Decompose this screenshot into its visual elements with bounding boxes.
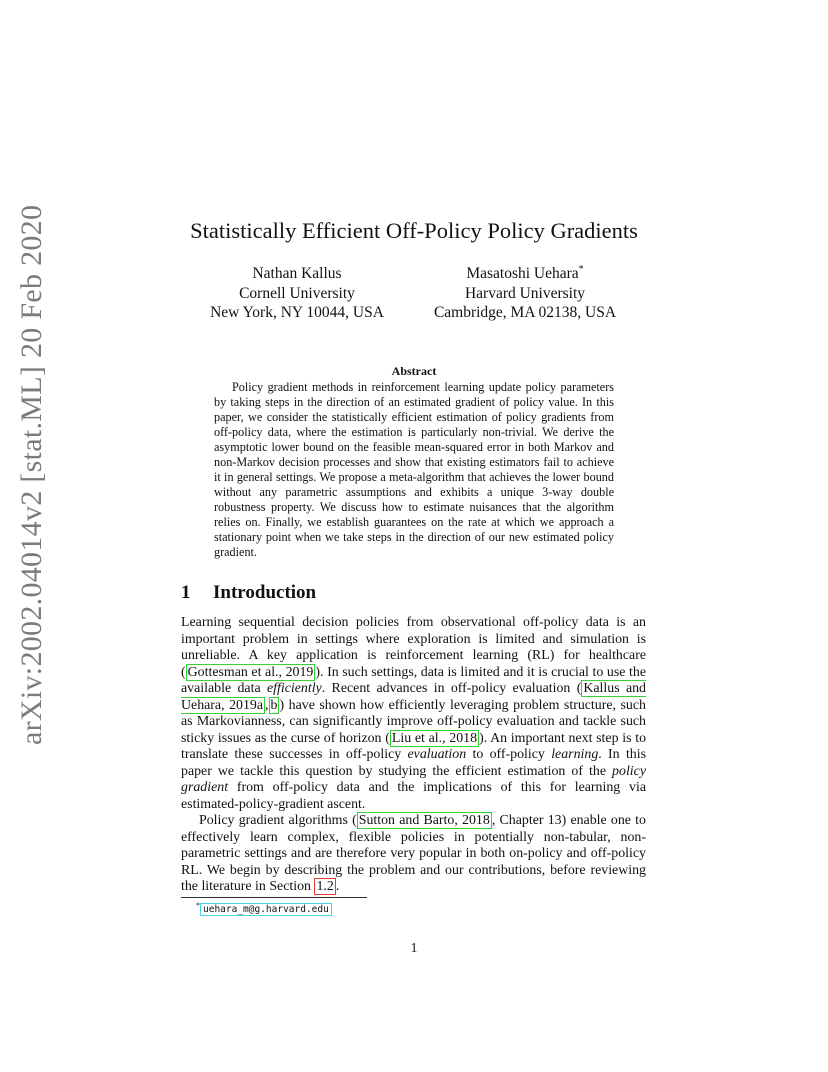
email-link[interactable]: uehara_m@g.harvard.edu [200, 903, 332, 916]
author-affiliation: Harvard University [464, 284, 586, 302]
emphasis: efficiently [266, 681, 322, 696]
section-heading [181, 582, 316, 604]
author-kallus [197, 264, 397, 323]
author-location: Cambridge, MA 02138, USA [433, 304, 617, 321]
section-title: Introduction [213, 582, 317, 603]
footnote-mark-link[interactable]: * [578, 263, 584, 275]
footnote-divider [181, 897, 367, 898]
footnote [196, 901, 332, 915]
footnote-mark: * [196, 901, 200, 910]
author-uehara [420, 264, 630, 323]
paragraph: Learning sequential decision policies from observational off-policy data is an important problem in settings where exploration is limited and simulation is unreliable. A key application is reinforcement learning (RL) for healthcare ( Gottesman et al., 2019 ). In such settings, data is limited and it is crucial to use the available data efficiently. Recent advances in off-policy evaluation ( Kallus and Uehara, 2019a , b ) have shown how efficiently leveraging problem structure, such as Markovianness, can significantly improve off-policy evaluation and tackle such sticky issues as the curse of horizon ( Liu et al., 2018 ). An important next step is to translate these successes in off-policy evaluation to off-policy learning. In this paper we tackle this question by studying the efficient estimation of the policy gradient from off-policy data and the implications of this for learning via estimated-policy-gradient ascent. [181, 615, 647, 812]
author-location: New York, NY 10044, USA [210, 304, 384, 321]
citation-link[interactable]: Liu et al., 2018 [391, 730, 478, 746]
emphasis: policy gradient [181, 763, 646, 795]
introduction-body [181, 615, 646, 896]
paper-title: Statistically Efficient Off-Policy Policy Gradients [190, 218, 638, 243]
emphasis: learning [551, 747, 599, 762]
author-name: Masatoshi Uehara [466, 265, 579, 282]
citation-link[interactable]: Gottesman et al., 2019 [187, 664, 314, 680]
abstract-text: Policy gradient methods in reinforcement learning update policy parameters by taking steps in the direction of an estimated gradient of policy value. In this paper, we consider the statistically efficient estimation of policy gradients from off-policy data, where the estimation is particularly non-trivial. We derive the asymptotic lower bound on the feasible mean-squared error in both Markov and non-Markov decision processes and show that existing estimators fail to achieve it in general settings. We propose a meta-algorithm that achieves the lower bound without any parametric assumptions and exhibits a unique 3-way double robustness property. We discuss how to estimate nuisances that the algorithm relies on. Finally, we establish guarantees on the rate at which we approach a stationary point when we take steps in the direction of our new estimated policy gradient. [214, 380, 614, 559]
citation-link[interactable]: Kallus and Uehara, 2019a [181, 681, 646, 713]
citation-link[interactable]: Sutton and Barto, 2018 [358, 813, 490, 828]
section-number: 1 [181, 582, 191, 603]
page-number: 1 [410, 940, 418, 955]
author-affiliation: Cornell University [239, 284, 355, 302]
citation-link[interactable]: b [270, 697, 278, 713]
arxiv-identifier-stamp: arXiv:2002.04014v2 [stat.ML] 20 Feb 2020 [15, 204, 48, 745]
emphasis: evaluation [407, 747, 467, 762]
paragraph: Policy gradient algorithms ( Sutton and Barto, 2018 , Chapter 13) enable one to effectively learn complex, flexible policies in potentially non-tabular, non-parametric settings and are therefore very popular in both on-policy and off-policy RL. We begin by describing the problem and our contributions, before reviewing the literature in Section 1.2 . [181, 813, 646, 894]
author-name: Nathan Kallus [252, 265, 342, 282]
abstract-heading: Abstract [391, 364, 437, 378]
section-reference-link[interactable]: 1.2 [316, 879, 334, 894]
